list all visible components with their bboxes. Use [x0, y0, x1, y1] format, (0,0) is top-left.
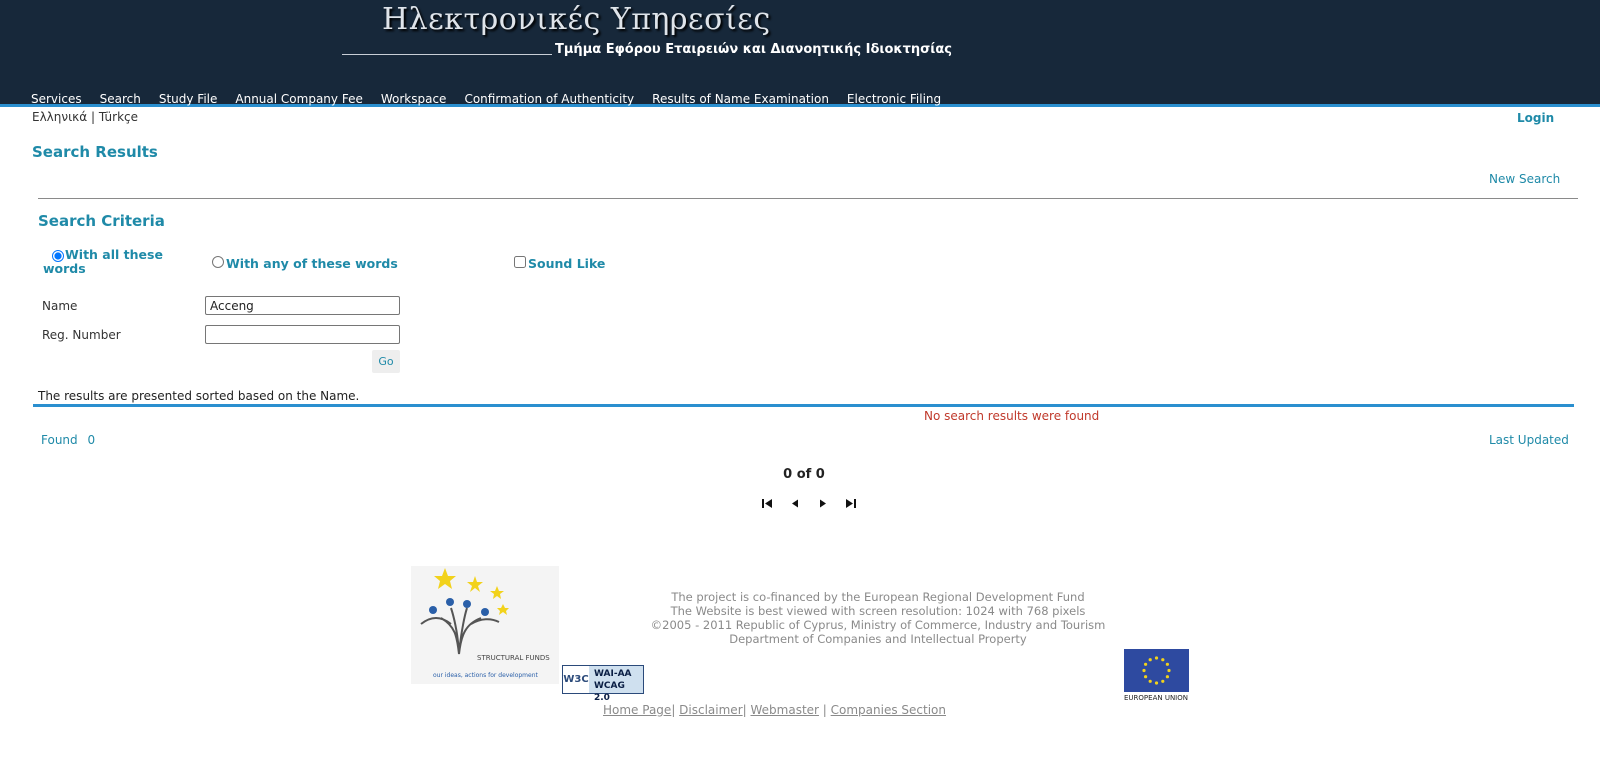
- footer-info: [648, 590, 1108, 646]
- go-button[interactable]: Go: [372, 350, 400, 373]
- prev-page-icon[interactable]: [781, 496, 809, 510]
- footer-link-webmaster[interactable]: Webmaster: [750, 703, 819, 717]
- w3c-label: W3C: [563, 666, 589, 693]
- name-input[interactable]: [205, 296, 400, 315]
- lang-greek[interactable]: Ελληνικά: [32, 110, 88, 124]
- nav-electronic-filing[interactable]: Electronic Filing: [846, 92, 942, 106]
- name-label: Name: [42, 299, 78, 313]
- footer-line-funding: The project is co-financed by the European Regional Development Fund: [671, 590, 1085, 604]
- site-header: [0, 0, 1600, 107]
- found-value: 0: [87, 433, 96, 447]
- option-any-label: With any of these words: [226, 256, 398, 271]
- nav-search[interactable]: Search: [99, 92, 141, 106]
- w3c-wai-aa-badge[interactable]: [562, 665, 644, 703]
- footer-line-copyright: ©2005 - 2011 Republic of Cyprus, Ministry of Commerce, Industry and Tourism: [650, 618, 1106, 632]
- footer-line-department: Department of Companies and Intellectual Property: [729, 632, 1027, 646]
- footer-link-home[interactable]: Home Page: [603, 703, 672, 717]
- first-page-icon[interactable]: [753, 496, 781, 510]
- results-divider: [33, 404, 1574, 407]
- structural-funds-text: STRUCTURAL FUNDS: [477, 654, 550, 662]
- site-subtitle: Τμήμα Εφόρου Εταιρειών και Διανοητικής Ιδιοκτησίας: [555, 42, 953, 57]
- site-title: Ηλεκτρονικές Υπηρεσίες: [382, 2, 771, 37]
- footer-links: Home Page| Disclaimer| Webmaster | Companies Section: [603, 703, 946, 717]
- eu-flag-icon: [1124, 649, 1189, 692]
- login-link[interactable]: Login: [1517, 111, 1555, 125]
- sorted-note: The results are presented sorted based on the Name.: [38, 389, 360, 403]
- last-page-icon[interactable]: [837, 496, 865, 510]
- radio-any-words[interactable]: [212, 256, 224, 268]
- wcag-version-text: WCAG 2.0: [594, 681, 625, 703]
- divider: [38, 198, 1578, 199]
- sound-like-label: Sound Like: [528, 256, 606, 271]
- option-sound: [514, 256, 605, 271]
- last-updated-link[interactable]: Last Updated: [1489, 433, 1569, 447]
- pager-count: 0 of 0: [783, 467, 825, 482]
- page-title: Search Results: [32, 143, 158, 161]
- found-count: [41, 433, 95, 447]
- lang-turkish[interactable]: Türkçe: [98, 110, 138, 124]
- language-switcher: [32, 110, 138, 124]
- criteria-title: Search Criteria: [38, 212, 165, 230]
- nav-annual-company-fee[interactable]: Annual Company Fee: [235, 92, 363, 106]
- nav-study-file[interactable]: Study File: [158, 92, 218, 106]
- main-nav: [31, 92, 959, 106]
- no-results-message: No search results were found: [924, 409, 1100, 423]
- structural-funds-emblem: [411, 566, 559, 656]
- new-search-link[interactable]: New Search: [1489, 172, 1561, 186]
- footer-line-resolution: The Website is best viewed with screen resolution: 1024 with 768 pixels: [670, 604, 1086, 618]
- wcag-label: [589, 666, 643, 703]
- nav-confirmation-of-authenticity[interactable]: Confirmation of Authenticity: [464, 92, 635, 106]
- sound-like-checkbox[interactable]: [514, 256, 526, 268]
- option-any: [212, 256, 398, 271]
- structural-funds-logo: [411, 566, 559, 684]
- next-page-icon[interactable]: [809, 496, 837, 510]
- structural-funds-tagline: our ideas, actions for development: [433, 672, 538, 679]
- pager: [753, 496, 865, 510]
- eu-label: EUROPEAN UNION: [1124, 694, 1188, 702]
- footer-link-disclaimer[interactable]: Disclaimer: [679, 703, 743, 717]
- title-divider: [342, 54, 552, 55]
- reg-number-input[interactable]: [205, 325, 400, 344]
- lang-separator: |: [90, 110, 96, 124]
- wai-aa-text: WAI-AA: [594, 669, 632, 679]
- nav-services[interactable]: Services: [31, 92, 82, 106]
- nav-workspace[interactable]: Workspace: [380, 92, 447, 106]
- option-all-label: With all these words: [43, 247, 163, 276]
- found-label: Found: [41, 433, 78, 447]
- reg-number-label: Reg. Number: [42, 328, 121, 342]
- nav-results-of-name-examination[interactable]: Results of Name Examination: [652, 92, 829, 106]
- footer-link-companies-section[interactable]: Companies Section: [830, 703, 946, 717]
